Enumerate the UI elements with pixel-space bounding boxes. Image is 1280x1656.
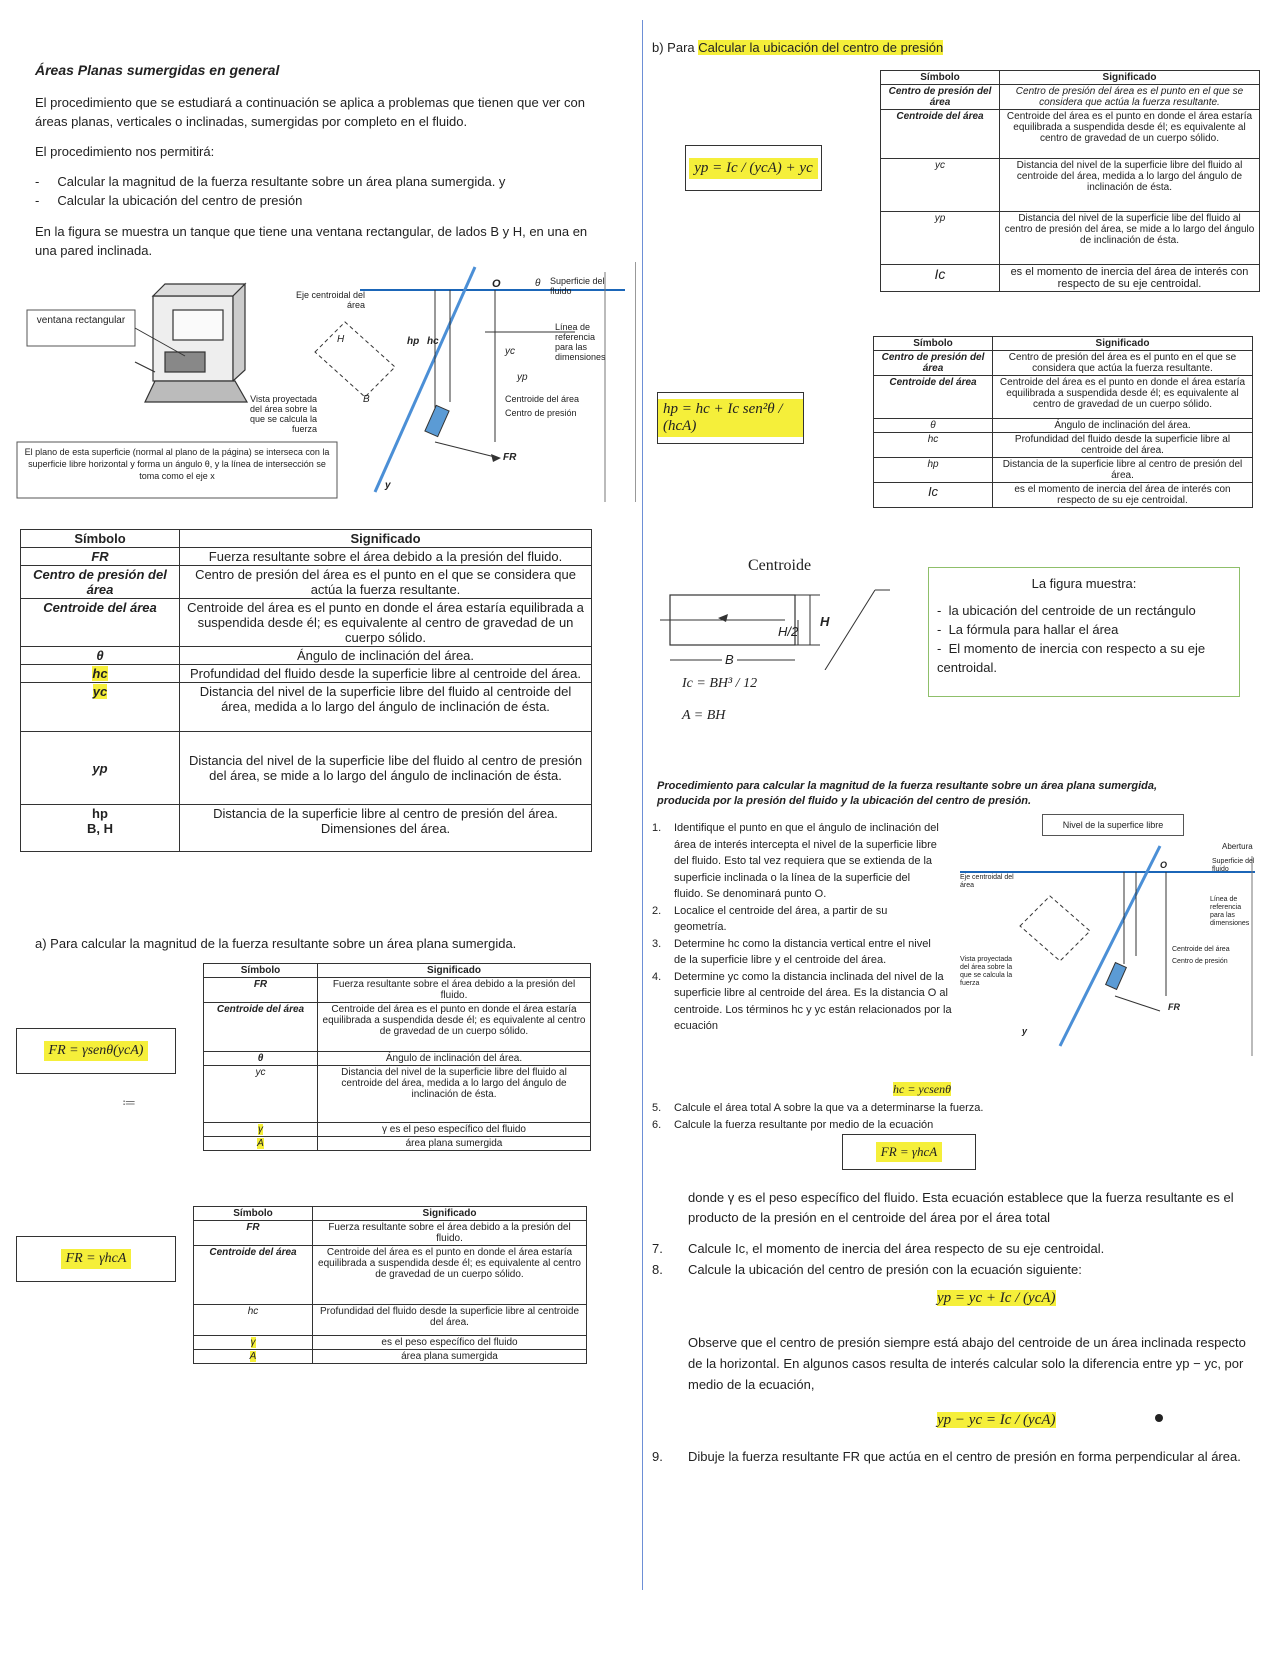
table-row: Centro de presión del área Centro de presión del área es el punto en el que se considera que actúa la fuerza resultante. (21, 566, 592, 599)
superficie-label: Superficie del fluido (550, 276, 605, 296)
table-row: hp B, H Distancia de la superficie libre al centro de presión del área. Dimensiones del área. (21, 805, 592, 852)
list-item: - La fórmula para hallar el área (937, 622, 1119, 637)
table-row: Centro de presión del área Centro de presión del área es el punto en el que se considera que actúa la fuerza resultante. (881, 85, 1260, 110)
table-a2: Símbolo Significado FR Fuerza resultante sobre el área debido a la presión del fluido. Centroide del área Centroide del área es el punto en donde el área estaría equilibrada a suspendida desde él; es equivalente al centro de gravedad de un cuerpo sólido. hc Profundidad del fluido desde la superficie libre al centroide del área. γ es el peso específico del fluido A área plana sumergida (193, 1206, 587, 1364)
table-row: yp Distancia del nivel de la superficie libe del fluido al centro de presión del área, se mide a lo largo del ángulo de inclinación de ésta. (881, 212, 1260, 265)
table-row: FR Fuerza resultante sobre el área debido a la presión del fluido. (204, 978, 591, 1003)
observe-paragraph: Observe que el centro de presión siempre está abajo del centroide de un área inclinada respecto de la horizontal. En algunos casos resulta de interés calcular solo la diferencia entre yp − yc, por medio de la ecuación, (688, 1335, 1246, 1392)
eje-label: Eje centroidal del área (295, 290, 365, 310)
h2-label: H/2 (778, 624, 799, 639)
procedure-steps-3 (652, 1238, 1252, 1280)
table-row: hc Profundidad del fluido desde la superficie libre al centroide del área. (874, 433, 1253, 458)
proc-linea-label: Línea de referencia para las dimensiones (1210, 896, 1250, 927)
list-item: 1. Identifique el punto en que el ángulo de inclinación del área de interés intercepta el nivel de la superficie libre del fluido. Esto tal vez requiera que se extienda de la superficie inclinada o la línea de la superficie del fluido. Se denominará punto O. (652, 822, 939, 900)
formula-fr-senθ: FR = γsenθ(ycA) (16, 1028, 176, 1074)
eq-yp: yp = yc + Ic / (ycA) (937, 1290, 1056, 1306)
yc-label: yc (505, 346, 515, 357)
eq-hc: hc = ycsenθ (893, 1082, 951, 1096)
centro-presion-label: Centro de presión (505, 408, 577, 418)
table-row: hc Profundidad del fluido desde la superficie libre al centroide del área. (194, 1305, 587, 1336)
proc-o-label: O (1160, 860, 1168, 870)
nivel-label: Nivel de la superfice libre (1042, 814, 1184, 836)
centroide-label: Centroide del área (505, 394, 580, 404)
section-heading: Áreas Planas sumergidas en general (35, 62, 280, 78)
table-a1: Símbolo Significado FR Fuerza resultante sobre el área debido a la presión del fluido. Centroide del área Centroide del área es el punto en donde el área estaría equilibrada a suspendida desde él; es equivalente al centro de gravedad de un cuerpo sólido. θ Ángulo de inclinación del área. yc Distancia del nivel de la superficie libre del fluido al centroide del área, medida a lo largo del ángulo de inclinación de ésta. γ γ es el peso específico del fluido A área plana sumergida (203, 963, 591, 1151)
intro-paragraph: El procedimiento que se estudiará a continuación se aplica a problemas que tienen que ver con áreas planas, verticales o inclinadas, sumergidas por completo en el fluido. (35, 95, 585, 129)
table-row: θ Ángulo de inclinación del área. (874, 419, 1253, 433)
table-row: FR Fuerza resultante sobre el área debido a la presión del fluido. (21, 548, 592, 566)
table-row: Centroide del área Centroide del área es el punto en donde el área estaría equilibrada a suspendida desde él; es equivalente al centro de gravedad de un cuerpo sólido. (21, 599, 592, 647)
equals-sign: ≔ (122, 1094, 136, 1110)
donde-paragraph: donde γ es el peso específico del fluido. Esta ecuación establece que la fuerza resultante es el producto de la presión en el centroide del área por el área total (688, 1190, 1234, 1225)
h-dim-label: H (820, 614, 830, 629)
table-row: yc Distancia del nivel de la superficie libre del fluido al centroide del área, medida a lo largo del ángulo de inclinación de ésta. (881, 159, 1260, 212)
centroide-figure (660, 580, 890, 740)
section-b-title: b) Para Calcular la ubicación del centro de presión (652, 40, 944, 55)
theta-label: θ (535, 278, 541, 289)
b-label: B (363, 394, 370, 405)
intro-paragraph-3: En la figura se muestra un tanque que tiene una ventana rectangular, de lados B y H, en una en una pared inclinada. (35, 224, 588, 258)
bullet-item: - Calcular la ubicación del centro de presión (35, 193, 303, 208)
abertura-label: Abertura (1222, 842, 1253, 851)
proc-fr-label: FR (1168, 1002, 1180, 1012)
h-label: H (337, 334, 345, 345)
bullet-dot (1155, 1414, 1163, 1422)
table-row: hc Profundidad del fluido desde la superficie libre al centroide del área. (21, 665, 592, 683)
table-b2: Símbolo Significado Centro de presión del área Centro de presión del área es el punto en el que se considera que actúa la fuerza resultante. Centroide del área Centroide del área es el punto en donde el área estaría equilibrada a suspendida desde él; es equivalente al centro de gravedad de un cuerpo sólido. θ Ángulo de inclinación del área. hc Profundidad del fluido desde la superficie libre al centroide del área. hp Distancia de la superficie libre al centro de presión del área. Ic es el momento de inercia del área de interés con respecto de su eje centroidal. (873, 336, 1253, 508)
formula-fr-hc: FR = γhcA (16, 1236, 176, 1282)
formula-hp: hp = hc + Ic sen²θ / (hcA) (657, 392, 804, 444)
eq-fr-box: FR = γhcA (842, 1134, 976, 1170)
list-item: 3. Determine hc como la distancia vertical entre el nivel de la superficie libre y el centroide del área. (652, 937, 931, 966)
proc-superficie-label: Superficie del fluido (1212, 858, 1255, 873)
ic-formula: Ic = BH³ / 12 (682, 676, 758, 691)
table-row: yp Distancia del nivel de la superficie libe del fluido al centro de presión del área, se mide a lo largo del ángulo de inclinación de ésta. (21, 732, 592, 805)
big-symbol-table: Símbolo Significado FR Fuerza resultante sobre el área debido a la presión del fluido. Centro de presión del área Centro de presión del área es el punto en el que se considera que actúa la fuerza resultante. Centroide del área Centroide del área es el punto en donde el área estaría equilibrada a suspendida desde él; es equivalente al centro de gravedad de un cuerpo sólido. θ Ángulo de inclinación del área. hc Profundidad del fluido desde la superficie libre al centroide del área. yc Distancia del nivel de la superficie libre del fluido al centroide del área, medida a lo largo del ángulo de inclinación de ésta. yp Distancia del nivel de la superficie libe del fluido al centro de presión del área, se mide a lo largo del ángulo de inclinación de ésta. hp B, H Distancia de la superficie libre al centro de presión del área. Dimensiones del área. (20, 529, 592, 852)
inclined-wall-line (375, 267, 475, 492)
procedure-title: Procedimiento para calcular la magnitud de la fuerza resultante sobre un área plana sumergida, producida por la presión del fluido y la ubicación del centro de presión. (657, 780, 1158, 807)
bullet-item: - Calcular la magnitud de la fuerza resultante sobre un área plana sumergida. y (35, 174, 506, 189)
table-row: θ Ángulo de inclinación del área. (21, 647, 592, 665)
table-row: Centroide del área Centroide del área es el punto en donde el área estaría equilibrada a suspendida desde él; es equivalente al centro de gravedad de un cuerpo sólido. (881, 110, 1260, 159)
table-row: γ es el peso específico del fluido (194, 1336, 587, 1350)
table-row: A área plana sumergida (204, 1137, 591, 1151)
formula-yp: yp = Ic / (ycA) + yc (685, 145, 822, 191)
tank-figure (15, 262, 636, 502)
list-item: - El momento de inercia con respecto a su eje centroidal. (937, 641, 1206, 675)
centroide-svg (660, 580, 890, 670)
procedure-steps-4 (652, 1446, 1252, 1467)
figura-muestra-title: La figura muestra: (1031, 576, 1137, 591)
hp-label: hp (407, 336, 420, 347)
table-b1: Símbolo Significado Centro de presión del área Centro de presión del área es el punto en el que se considera que actúa la fuerza resultante. Centroide del área Centroide del área es el punto en donde el área estaría equilibrada a suspendida desde él; es equivalente al centro de gravedad de un cuerpo sólido. yc Distancia del nivel de la superficie libre del fluido al centroide del área, medida a lo largo del ángulo de inclinación de ésta. yp Distancia del nivel de la superficie libe del fluido al centro de presión del área, se mide a lo largo del ángulo de inclinación de ésta. Ic es el momento de inercia del área de interés con respecto de su eje centroidal. (880, 70, 1260, 292)
table-row: Ic es el momento de inercia del área de interés con respecto de su eje centroidal. (874, 483, 1253, 508)
list-item: - la ubicación del centroide de un rectángulo (937, 603, 1196, 618)
hc-label: hc (427, 336, 439, 347)
bullet-list (35, 172, 610, 210)
intro-paragraph-2: El procedimiento nos permitirá: (35, 144, 215, 159)
vista-label: Vista proyectada del área sobre la que se calcula la fuerza (249, 394, 317, 434)
table-row: yc Distancia del nivel de la superficie libre del fluido al centroide del área, medida a lo largo del ángulo de inclinación de ésta. (21, 683, 592, 732)
centroide-title: Centroide (748, 557, 812, 574)
table-row: A área plana sumergida (194, 1350, 587, 1364)
area-formula: A = BH (682, 708, 726, 723)
table-row: θ Ángulo de inclinación del área. (204, 1052, 591, 1066)
table-row: Ic es el momento de inercia del área de interés con respecto de su eje centroidal. (881, 265, 1260, 292)
proc-y-label: y (1022, 1026, 1028, 1036)
list-item: 4. Determine yc como la distancia inclinada del nivel de la superficie libre al centroide del área. Es la distancia O al centroide. Los términos hc y yc están relacionados por la ecuación (652, 970, 952, 1032)
proc-vista-label: Vista proyectada del área sobre la que se calcula la fuerza (960, 956, 1013, 987)
proc-eje-label: Eje centroidal del área (960, 874, 1014, 889)
y-axis-label: y (385, 480, 391, 491)
list-item: 6. Calcule la fuerza resultante por medio de la ecuación (652, 1118, 934, 1131)
yp-label: yp (517, 372, 528, 383)
list-item: 9. Dibuje la fuerza resultante FR que actúa en el centro de presión en forma perpendicular al área. (652, 1449, 1241, 1464)
list-item: 7. Calcule Ic, el momento de inercia del área respecto de su eje centroidal. (652, 1241, 1105, 1256)
table-row: Centroide del área Centroide del área es el punto en donde el área estaría equilibrada a suspendida desde él; es equivalente al centro de gravedad de un cuerpo sólido. (874, 376, 1253, 419)
table-row: hp Distancia de la superficie libre al centro de presión del área. (874, 458, 1253, 483)
table-row: FR Fuerza resultante sobre el área debido a la presión del fluido. (194, 1221, 587, 1246)
point-o-label: O (492, 278, 501, 290)
linea-ref-label: Línea de referencia para las dimensiones (555, 322, 606, 362)
table-row: Centroide del área Centroide del área es el punto en donde el área estaría equilibrada a suspendida desde él; es equivalente al centro de gravedad de un cuerpo sólido. (194, 1246, 587, 1305)
b-dim-label: B (722, 652, 737, 667)
procedure-steps-1 (652, 820, 952, 1035)
ventana-label: ventana rectangular (36, 315, 126, 326)
list-item: 2. Localice el centroide del área, a partir de su geometría. (652, 904, 888, 933)
procedure-figure (960, 836, 1260, 1076)
table-row: Centro de presión del área Centro de presión del área es el punto en el que se considera que actúa la fuerza resultante. (874, 351, 1253, 376)
fr-label: FR (503, 452, 517, 463)
table-row: γ γ es el peso específico del fluido (204, 1123, 591, 1137)
eq-diff: yp − yc = Ic / (ycA) (937, 1412, 1056, 1428)
list-item: 8. Calcule la ubicación del centro de presión con la ecuación siguiente: (652, 1262, 1082, 1277)
proc-centroide-label: Centroide del área (1172, 946, 1230, 953)
list-item: 5. Calcule el área total A sobre la que va a determinarse la fuerza. (652, 1102, 984, 1114)
figure-caption: El plano de esta superficie (normal al plano de la página) se interseca con la superficie libre horizontal y forma un ángulo θ, y la línea de intersección se toma como el eje x (24, 447, 330, 481)
figura-muestra-box (928, 567, 1240, 697)
table-row: Centroide del área Centroide del área es el punto en donde el área estaría equilibrada a suspendida desde él; es equivalente al centro de gravedad de un cuerpo sólido. (204, 1003, 591, 1052)
proc-centro-label: Centro de presión (1172, 958, 1228, 965)
section-a-title: a) Para calcular la magnitud de la fuerza resultante sobre un área plana sumergida. (35, 936, 517, 951)
table-row: yc Distancia del nivel de la superficie libre del fluido al centroide del área, medida a lo largo del ángulo de inclinación de ésta. (204, 1066, 591, 1123)
procedure-steps-2 (652, 1100, 1032, 1133)
column-divider (642, 20, 643, 1590)
